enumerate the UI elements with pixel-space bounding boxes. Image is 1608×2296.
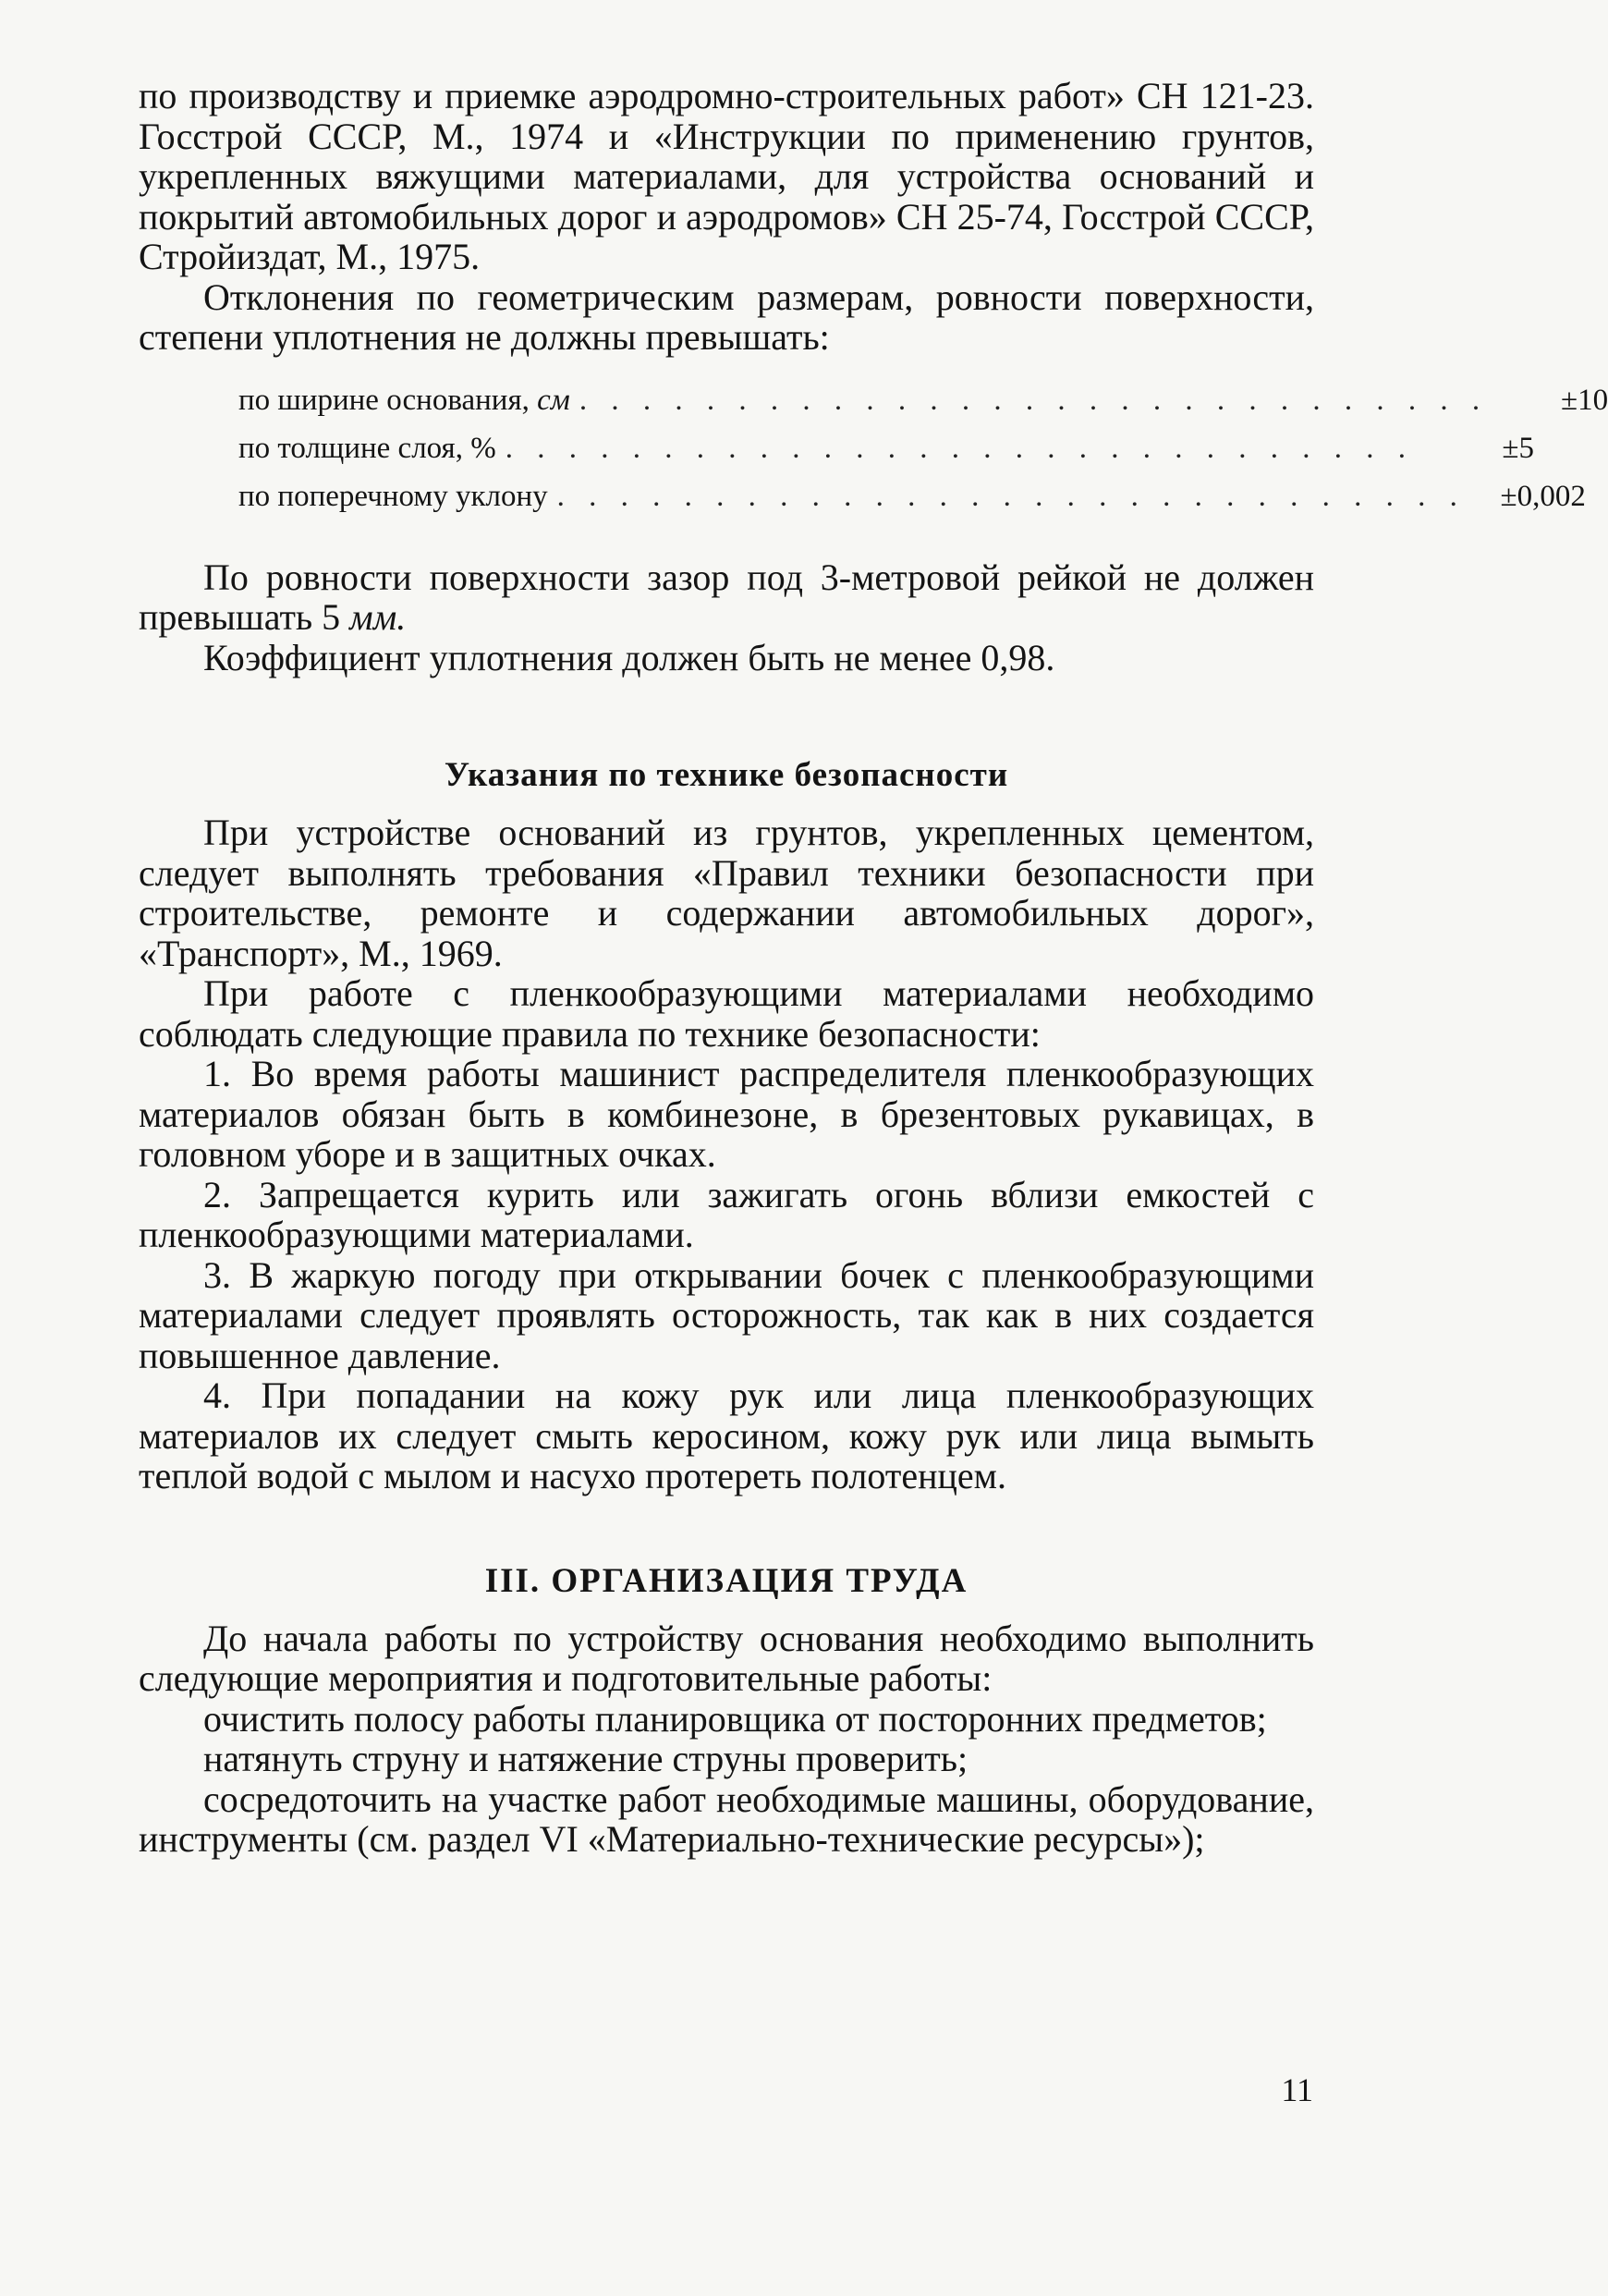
page-number: 11 [1281, 2071, 1313, 2108]
labor-item-3: сосредоточить на участке работ необходимые машины, оборудование, инструменты (см. раздел VI «Материально-технические ресурсы»); [139, 1777, 1314, 1860]
labor-item-1: очистить полосу работы планировщика от посторонних предметов; [203, 1697, 1267, 1740]
tolerance-label: по толщине слоя, % [238, 431, 496, 465]
safety-item-4: 4. При попадании на кожу рук или лица пленкообразующих материалов их следует смыть керосином, кожу рук или лица вымыть теплой водой с мылом и насухо протереть полотенцем. [139, 1374, 1314, 1496]
safety-paragraph-2: При работе с пленкообразующими материалами необходимо соблюдать следующие правила по технике безопасности: [139, 972, 1314, 1055]
tolerance-row-slope [238, 472, 1586, 520]
labor-item-2: натянуть струну и натяжение струны проверить; [203, 1738, 968, 1779]
tolerance-row-thickness [238, 424, 1534, 472]
tolerance-list [238, 376, 1608, 520]
tolerance-unit: см [537, 383, 570, 417]
tolerance-value: ±10 [1560, 383, 1608, 417]
safety-item-3: 3. В жаркую погоду при открывании бочек с пленкообразующими материалами следует проявлять осторожность, так как в них создается повышенное давление. [139, 1253, 1314, 1376]
labor-paragraph-1: До начала работы по устройству основания необходимо выполнить следующие мероприятия и подготовительные работы: [139, 1617, 1314, 1699]
tolerance-row-width [238, 376, 1608, 424]
safety-item-1: 1. Во время работы машинист распределителя пленкообразующих материалов обязан быть в комбинезоне, в брезентовых рукавицах, в головном уборе и в защитных очках. [139, 1053, 1314, 1175]
tolerance-label: по ширине основания, [238, 383, 538, 417]
safety-heading: Указания по технике безопасности [444, 756, 1009, 794]
evenness-paragraph: По ровности поверхности зазор под 3-метровой рейкой не должен превышать 5 мм. [139, 556, 1314, 638]
safety-paragraph-1: При устройстве оснований из грунтов, укрепленных цементом, следует выполнять требования «Правил техники безопасности при строительстве, ремонте и содержании автомобильных дорог», «Транспорт», М., 1969. [139, 812, 1314, 974]
leader-dots: . . . . . . . . . . . . . . . . . . . . . . . . . . . . . [579, 383, 1489, 417]
intro-paragraph-2: Отклонения по геометрическим размерам, ровности поверхности, степени уплотнения не должны превышать: [139, 275, 1314, 358]
document-page [139, 75, 1608, 1860]
labor-heading: III. ОРГАНИЗАЦИЯ ТРУДА [484, 1561, 968, 1600]
leader-dots: . . . . . . . . . . . . . . . . . . . . . . . . . . . . . [505, 431, 1414, 465]
compaction-paragraph: Коэффициент уплотнения должен быть не менее 0,98. [203, 636, 1055, 678]
leader-dots: . . . . . . . . . . . . . . . . . . . . . . . . . . . . . [556, 479, 1466, 513]
intro-paragraph-1: по производству и приемке аэродромно-строительных работ» СН 121-23. Госстрой СССР, М., 1974 и «Инструкции по применению грунтов, укрепленных вяжущими материалами, для устройства оснований и покрытий автомобильных дорог и аэродромов» СН 25-74, Госстрой СССР, Стройиздат, М., 1975. [139, 75, 1314, 277]
tolerance-label: по поперечному уклону [238, 479, 548, 513]
tolerance-value: ±5 [1502, 431, 1534, 465]
safety-item-2: 2. Запрещается курить или зажигать огонь вблизи емкостей с пленкообразующими материалами. [139, 1173, 1314, 1255]
tolerance-value: ±0,002 [1500, 479, 1586, 513]
